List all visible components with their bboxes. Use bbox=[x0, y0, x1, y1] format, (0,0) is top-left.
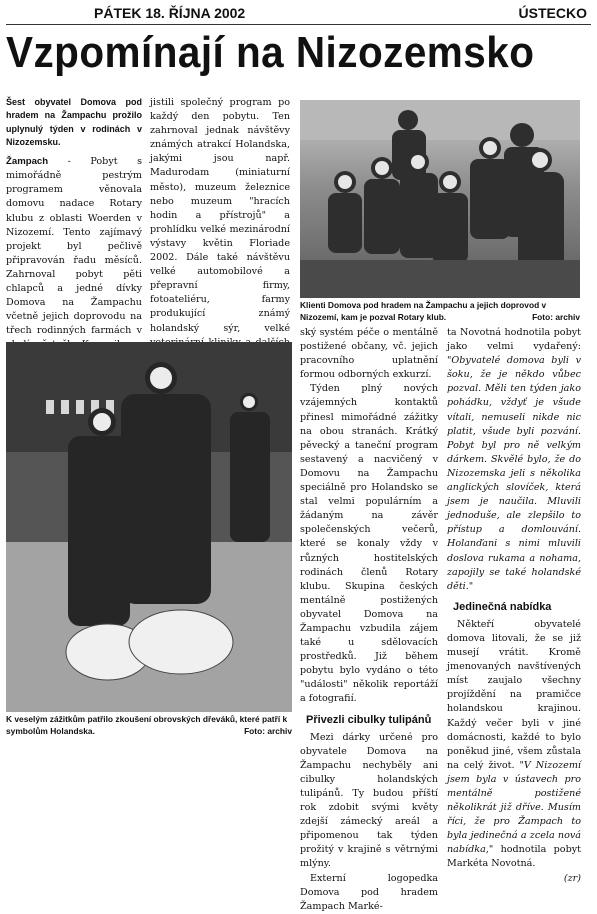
column-3 bbox=[300, 326, 438, 914]
column-4 bbox=[447, 326, 581, 886]
subheading: Přivezli cibulky tulipánů bbox=[306, 713, 432, 726]
photo-credit: Foto: archiv bbox=[244, 725, 292, 736]
photo-caption bbox=[6, 714, 292, 737]
paragraph: ský systém péče o mentálně postižené občany, vč. jejich pracovního uplatnění formou odborných exkurzí. bbox=[300, 327, 438, 381]
paragraph bbox=[447, 326, 581, 594]
paragraph: Mezi dárky určené pro obyvatele Domova na Žampachu nechyběly ani cibulky holandských tulipánů. Ty budou příští rok zdobit svými květy zdejší zámecký areál a připomenou tak týden prožitý v krajině s větrnými mlýny. bbox=[300, 731, 438, 870]
section-name: ÚSTECKO bbox=[518, 5, 587, 21]
paragraph-text: - Pobyt s mimořádně pestrým programem věnovala domovu nadace Rotary klubu z oblasti Woerden v Nizozemí. Tento zajímavý projekt byl pečlivě připravován řadu měsíců. Zahrnoval pobyt pěti chlapců a jedné dívky Domova na Žampachu včetně jejich doprovodu na třech rodinných farmách v bbox=[6, 156, 142, 337]
caption-text: Klienti Domova pod hradem na Žampachu a jejich doprovod v Nizozemí, kam je pozval Rotary klub. bbox=[300, 300, 547, 322]
paragraph bbox=[6, 155, 142, 352]
paragraph: Externí logopedka Domova pod hradem Žampach Marké- bbox=[300, 872, 438, 912]
quote-text: "V Nizozemí jsem byla v ústavech pro mentálně postižené několikrát již dříve. Musím říci, že pro Žampach to byla jedinečná a zcela nová nabídka," bbox=[447, 759, 581, 856]
clogs-photo bbox=[6, 342, 292, 712]
dateline: Žampach bbox=[6, 156, 49, 168]
author-signature: (zr) bbox=[563, 872, 581, 884]
paragraph: Týden plný nových vzájemných kontaktů přinesl mimořádné zážitky na obou stranách. Krátký pěvecký a taneční program sestavený a nacvičený v Domovu na Žampachu speciálně pro Holandsko se stal velmi populárním a žádaným na závěr společenských večerů, které se konaly vždy v různých hostitelských rodinách členů Rotary klubu. Skupina českých mentálně postižených obyvatel Domova na Žampachu vzbudila zájem také u sdělovacích prostředků. Již během pobytu bylo vydáno o této "události" několik reportáží a fotografií. bbox=[300, 383, 438, 705]
lead-paragraph: Šest obyvatel Domova pod hradem na Žampachu prožilo uplynulý týden v rodinách v Nizozemsku. bbox=[6, 97, 142, 147]
photo-credit: Foto: archiv bbox=[532, 311, 580, 322]
paragraph: jistili společný program po každý den pobytu. Ten zahrnoval jednak návštěvy známých atrakcí Holandska, jakými jsou např. Madurodam (miniaturní město), muzeum železnice nebo muzeum "hracích hodin a přístrojů" a prohlídku velké mezinárodní výstavy květin Floriade 2002. Dále také návštěvu velké automobilové a přepravní firmy, fotoateliéru, farmy produkující známý holandský sýr, velké bbox=[150, 97, 290, 334]
subheading: Jedinečná nabídka bbox=[453, 600, 552, 613]
group-photo bbox=[300, 100, 580, 298]
paragraph-text: ta Novotná hodnotila pobyt jako velmi vydařený: bbox=[447, 327, 581, 353]
quote-text: "Obyvatelé domova byli v šoku, že je někdo vůbec pozval. Měli ten týden jako pohádku, vždyť je všude vítali, nemuseli nikde nic platit, všude byli pozvání. Pobyt byl pro ně velkým dárkem. Skvělé bylo, že do Nizozemska jeli s několika anglických slovíček, která jsem je naučila. Mluvili jednoduše, ale zlepšilo to přístup a domlouvání. Holanďani s nimi mluvili doslova rukama a nohama, zapojily se také holandské děti." bbox=[447, 355, 581, 592]
paragraph-text: hodnotila pobyt Markéta Novotná. bbox=[447, 844, 581, 870]
caption-text: K veselým zážitkům patřilo zkoušení obrovských dřeváků, které patří k symbolům Holandska. bbox=[6, 714, 288, 736]
article-headline: Vzpomínají na Nizozemsko bbox=[6, 28, 535, 77]
header-divider bbox=[6, 24, 591, 25]
paragraph-text: Někteří obyvatelé domova litovali, že se již musejí vrátit. Kromě jmenovaných navštívených míst zaujalo všechny projíždění na pramičce holandskou krajinou. Každý večer byli v jiné domácnosti, každé to bylo poněkud jiné, všem zůstala na celý život. bbox=[447, 618, 581, 771]
photo-caption bbox=[300, 300, 580, 323]
issue-date: PÁTEK 18. ŘÍJNA 2002 bbox=[94, 5, 246, 21]
paragraph bbox=[447, 618, 581, 872]
